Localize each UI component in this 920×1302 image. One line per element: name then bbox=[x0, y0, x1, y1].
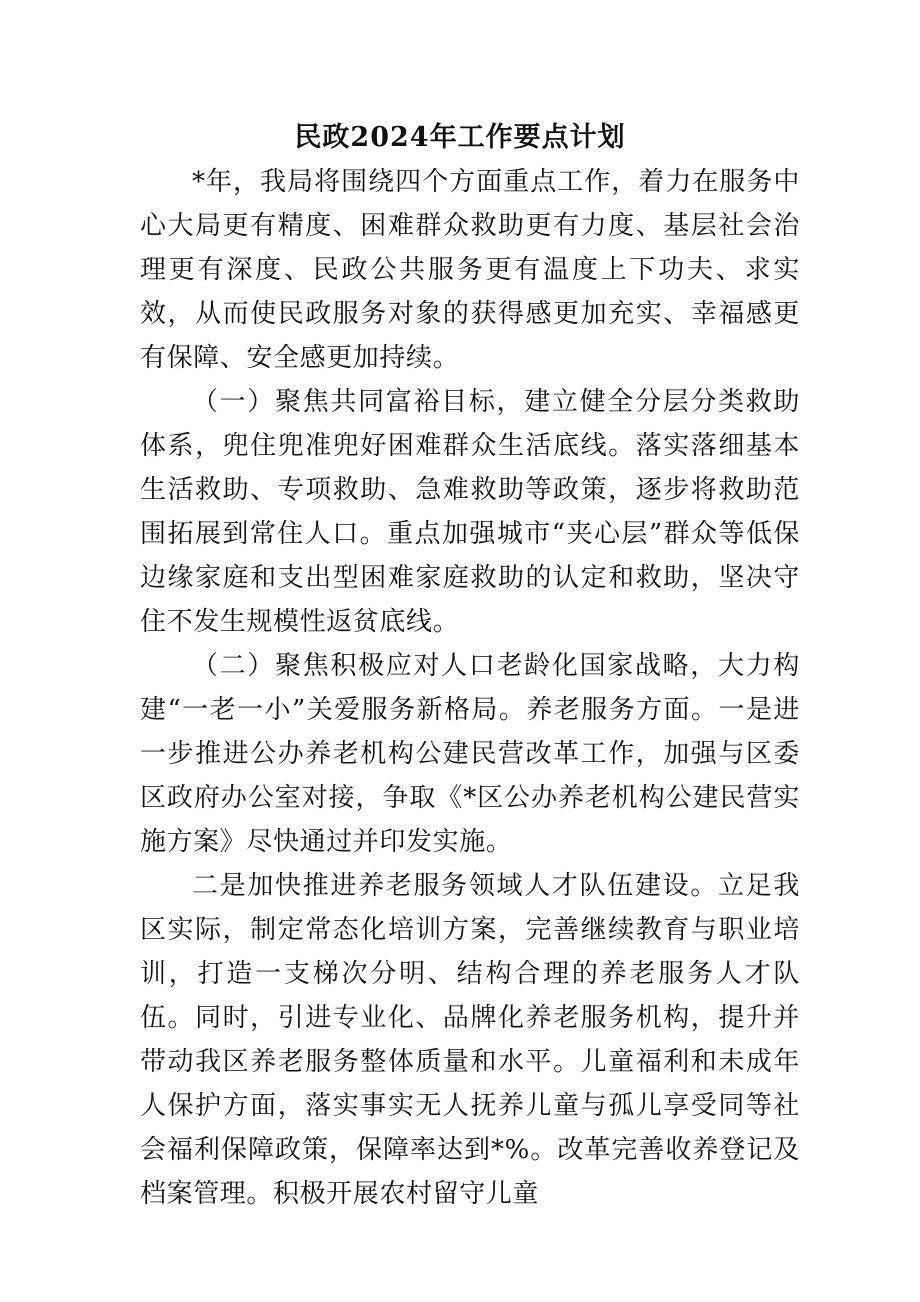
paragraph-section-one: （一）聚焦共同富裕目标，建立健全分层分类救助体系，兜住兜准兜好困难群众生活底线。落实落细基本生活救助、专项救助、急难救助等政策，逐步将救助范围拓展到常住人口。重点加强城市“夹心层”群众等低保边缘家庭和支出型困难家庭救助的认定和救助，坚决守住不发生规模性返贫底线。 bbox=[140, 387, 800, 637]
document-title: 民政2024年工作要点计划 bbox=[294, 122, 626, 153]
paragraph-intro: *年，我局将围绕四个方面重点工作，着力在服务中心大局更有精度、困难群众救助更有力度、基层社会治理更有深度、民政公共服务更有温度上下功夫、求实效，从而使民政服务对象的获得感更加充实、幸福感更有保障、安全感更加持续。 bbox=[140, 167, 800, 373]
document-body bbox=[140, 160, 800, 1216]
paragraph-section-two: （二）聚焦积极应对人口老龄化国家战略，大力构建“一老一小”关爱服务新格局。养老服务方面。一是进一步推进公办养老机构公建民营改革工作，加强与区委区政府办公室对接，争取《*区公办养老机构公建民营实施方案》尽快通过并印发实施。 bbox=[140, 651, 800, 857]
paragraph-section-two-continued: 二是加快推进养老服务领域人才队伍建设。立足我区实际，制定常态化培训方案，完善继续教育与职业培训，打造一支梯次分明、结构合理的养老服务人才队伍。同时，引进专业化、品牌化养老服务机构，提升并带动我区养老服务整体质量和水平。儿童福利和未成年人保护方面，落实事实无人抚养儿童与孤儿享受同等社会福利保障政策，保障率达到*%。改革完善收养登记及档案管理。积极开展农村留守儿童 bbox=[140, 871, 800, 1209]
